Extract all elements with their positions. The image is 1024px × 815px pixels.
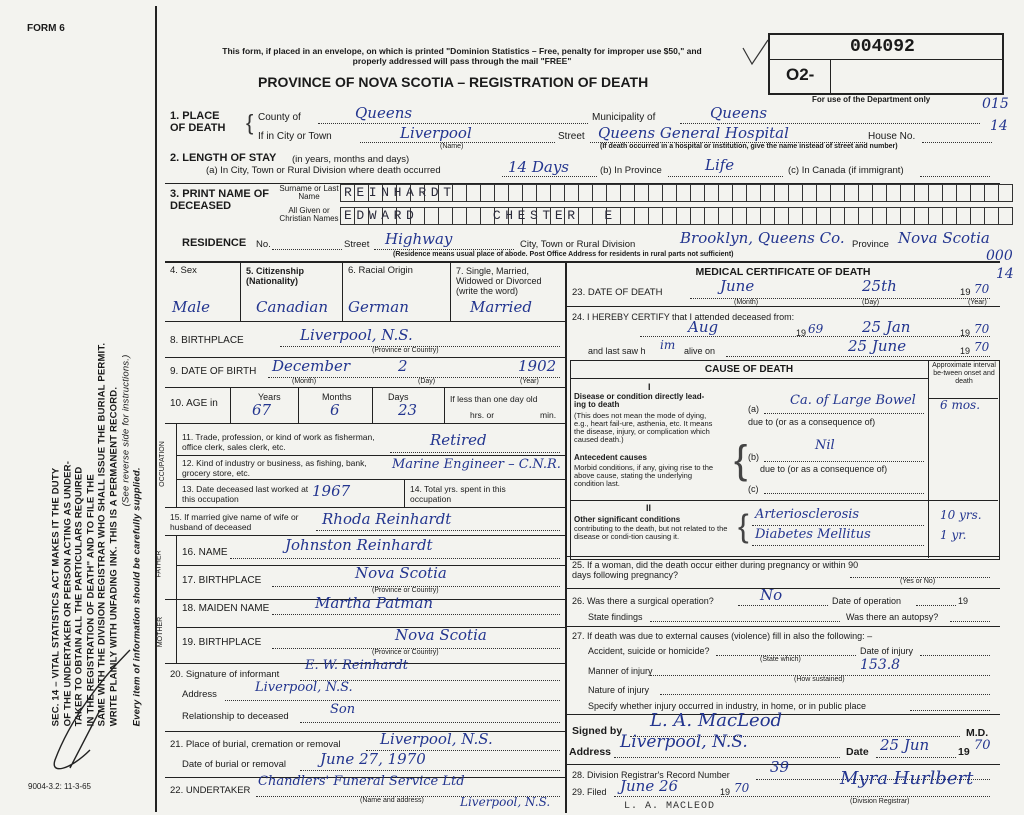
age-years-value: 67 xyxy=(252,401,272,419)
pregnancy-question: 25. If a woman, did the death occur either during pregnancy or within 90 days following pregnancy? xyxy=(572,560,859,580)
street-label: Street xyxy=(558,131,585,142)
other-1-interval: 10 yrs. xyxy=(940,508,982,522)
trade-value: Retired xyxy=(430,431,487,449)
md-label: M.D. xyxy=(966,727,989,739)
dept-code-4: 14 xyxy=(996,266,1014,282)
external-causes-label: 27. If death was due to external causes (violence) fill in also the following: – xyxy=(572,631,873,641)
maiden-name-label: 18. MAIDEN NAME xyxy=(182,603,270,614)
citizenship-value: Canadian xyxy=(256,298,329,316)
printed-physician-name: L. A. MACLEOD xyxy=(624,801,716,812)
roman-ii: II xyxy=(646,503,652,513)
death-month-note: (Month) xyxy=(734,299,759,306)
death-day: 25th xyxy=(862,277,897,295)
attended-to-year: 70 xyxy=(974,322,990,336)
nature-label: Nature of injury xyxy=(588,685,650,695)
reg-number: 004092 xyxy=(850,37,915,57)
registration-number-box xyxy=(768,33,1004,95)
attended-from-month: Aug xyxy=(688,318,719,336)
disease-note: (This does not mean the mode of dying, e.g., heart fail-ure, asthenia, etc. It means the disease, injury, or complication which caused death.) xyxy=(574,411,713,444)
residence-street-label: Street xyxy=(344,239,370,250)
father-birthplace-note: (Province or Country) xyxy=(372,587,439,594)
burial-date-value: June 27, 1970 xyxy=(320,750,426,768)
place-of-death-label: 1. PLACE OF DEATH xyxy=(170,110,226,134)
state-findings-label: State findings xyxy=(588,612,643,622)
length-of-stay-label: 2. LENGTH OF STAY xyxy=(170,152,277,164)
record-number-value: 39 xyxy=(770,758,790,776)
surgery-question: 26. Was there a surgical operation? xyxy=(572,596,714,606)
industry-value: Marine Engineer – C.N.R. xyxy=(392,457,561,472)
stay-a-label: (a) In City, Town or Rural Division where death occurred xyxy=(206,165,441,176)
birthplace-value: Liverpool, N.S. xyxy=(300,326,413,344)
city-name-note: (Name) xyxy=(440,143,464,150)
injury-date-label: Date of injury xyxy=(860,646,914,656)
stay-c-label: (c) In Canada (if immigrant) xyxy=(788,165,904,176)
residence-province-label: Province xyxy=(852,239,889,250)
given-name-label: All Given or Christian Names xyxy=(279,206,339,223)
last-saw-pronoun: im xyxy=(660,338,676,352)
last-saw-year: 70 xyxy=(974,340,990,354)
residence-no-label: No. xyxy=(256,239,271,250)
dept-use-label: For use of the Department only xyxy=(812,95,931,104)
industry-label: 12. Kind of industry or business, as fishing, bank, grocery store, etc. xyxy=(182,458,367,478)
other-condition-2: Diabetes Mellitus xyxy=(755,527,871,542)
dept-code-2: 14 xyxy=(990,118,1008,134)
specify-label: Specify whether injury occurred in industry, in home, or in public place xyxy=(588,701,866,711)
father-birthplace-value: Nova Scotia xyxy=(355,564,447,582)
stay-a-value: 14 Days xyxy=(508,158,569,176)
injury-code: 153.8 xyxy=(860,657,901,673)
racial-origin-label: 6. Racial Origin xyxy=(348,265,413,276)
last-worked-label: 13. Date deceased last worked at this occupation xyxy=(182,484,309,504)
city-value: Liverpool xyxy=(400,124,472,142)
print-name-label: 3. PRINT NAME OF DECEASED xyxy=(170,188,270,212)
county-value: Queens xyxy=(355,104,413,122)
form-code: 9004-3.2: 11-3-65 xyxy=(28,782,92,791)
mother-birthplace-value: Nova Scotia xyxy=(395,626,487,644)
registrar-note: (Division Registrar) xyxy=(850,798,910,805)
notice-text: This form, if placed in an envelope, on which is printed "Dominion Statistics – Free, penalty for improper use $50," and properly addressed will pass through the mail "FREE" xyxy=(222,46,702,66)
pen-scribble xyxy=(30,640,150,780)
cause-a-value: Ca. of Large Bowel xyxy=(790,393,916,408)
last-saw-label: and last saw h xyxy=(588,346,646,356)
dob-month-note: (Month) xyxy=(292,378,317,385)
side-line-5: SAME WITH THE DIVISION REGISTRAR WHO SHALL ISSUE THE BURIAL PERMIT. xyxy=(97,342,108,727)
dob-year: 1902 xyxy=(518,357,557,375)
reg-prefix: O2- xyxy=(786,65,815,84)
informant-address-value: Liverpool, N.S. xyxy=(255,680,353,695)
undertaker-value-2: Liverpool, N.S. xyxy=(460,795,551,809)
cert-date-value: 25 Jun xyxy=(880,736,930,754)
side-line-2: OF THE UNDERTAKER OR PERSON ACTING AS UNDER- xyxy=(62,460,74,727)
operation-date-label: Date of operation xyxy=(832,596,902,606)
maiden-name-value: Martha Patman xyxy=(315,594,434,612)
occupation-label: OCCUPATION xyxy=(158,441,166,487)
operation-year-prefix: 19 xyxy=(958,596,969,606)
manner-label: Manner of injury xyxy=(588,666,653,676)
birthplace-note: (Province or Country) xyxy=(372,347,439,354)
municipality-label: Municipality of xyxy=(592,112,656,123)
cert-year: 70 xyxy=(974,738,991,753)
age-label: 10. AGE in xyxy=(170,398,218,409)
undertaker-note: (Name and address) xyxy=(360,797,424,804)
due-to-2: due to (or as a consequence of) xyxy=(760,464,888,474)
attended-to-prefix: 19 xyxy=(960,328,971,338)
cause-title: CAUSE OF DEATH xyxy=(704,364,794,375)
antecedent-label: Antecedent causes xyxy=(574,453,647,462)
spouse-label: 15. If married give name of wife or husband of deceased xyxy=(170,512,299,532)
side-line-1: SEC. 14 – VITAL STATISTICS ACT MAKES IT THE DUTY xyxy=(50,467,62,727)
relationship-label: Relationship to deceased xyxy=(182,711,289,722)
surgery-value: No xyxy=(760,586,783,604)
dob-day-note: (Day) xyxy=(418,378,436,385)
total-years-label: 14. Total yrs. spent in this occupation xyxy=(410,484,506,504)
surname-value: REINHARDT xyxy=(344,185,456,200)
house-label: House No. xyxy=(868,131,916,142)
father-name-value: Johnston Reinhardt xyxy=(285,536,433,554)
death-day-note: (Day) xyxy=(862,299,880,306)
interval-title: Approximate interval be-tween onset and death xyxy=(932,362,996,385)
medical-title: MEDICAL CERTIFICATE OF DEATH xyxy=(695,266,871,278)
last-saw-date: 25 June xyxy=(848,337,907,355)
min-label: min. xyxy=(540,410,557,420)
side-line-3: TAKER TO OBTAIN ALL THE PARTICULARS REQUIRED xyxy=(73,466,85,727)
relationship-value: Son xyxy=(330,702,356,717)
autopsy-label: Was there an autopsy? xyxy=(846,612,939,622)
other-2-interval: 1 yr. xyxy=(940,528,967,542)
city-label: If in City or Town xyxy=(258,131,332,142)
dept-code-3: 000 xyxy=(986,248,1013,264)
age-months-value: 6 xyxy=(330,401,340,419)
accident-label: Accident, suicide or homicide? xyxy=(588,646,710,656)
informant-signature: E. W. Reinhardt xyxy=(305,658,409,673)
other-conditions-label: Other significant conditions xyxy=(574,515,681,524)
how-sustained-note: (How sustained) xyxy=(794,676,845,683)
disease-label: Disease or condition directly lead-ing to death xyxy=(574,392,705,409)
informant-address-label: Address xyxy=(182,689,217,700)
dob-year-note: (Year) xyxy=(520,378,539,385)
father-birthplace-label: 17. BIRTHPLACE xyxy=(182,575,262,586)
marital-status-value: Married xyxy=(470,298,532,316)
hospital-note: (If death occurred in a hospital or institution, give the name instead of street and number) xyxy=(600,143,898,150)
registrar-signature: Myra Hurlbert xyxy=(840,768,974,789)
informant-label: 20. Signature of informant xyxy=(170,669,280,680)
side-line-6: WRITE PLAINLY WITH UNFADING INK. THIS IS A PERMANENT RECORD. xyxy=(108,386,120,727)
filed-year: 70 xyxy=(734,781,750,795)
surname-label: Surname or Last Name xyxy=(279,184,339,201)
dept-code-1: 015 xyxy=(982,96,1009,112)
father-label: FATHER xyxy=(155,550,163,578)
county-label: County of xyxy=(258,112,301,123)
municipality-value: Queens xyxy=(710,104,768,122)
racial-origin-value: German xyxy=(348,298,409,316)
filed-year-prefix: 19 xyxy=(720,787,731,797)
sex-label: 4. Sex xyxy=(170,265,197,276)
dob-day: 2 xyxy=(398,357,408,375)
side-line-7: (See reverse side for instructions.) xyxy=(120,354,132,507)
residence-city-label: City, Town or Rural Division xyxy=(520,239,636,250)
filed-label: 29. Filed xyxy=(572,787,607,797)
side-line-4: IN THE REGISTRATION OF DEATH" AND TO FILE THE xyxy=(85,474,97,727)
page-title: PROVINCE OF NOVA SCOTIA – REGISTRATION OF DEATH xyxy=(258,74,649,90)
cause-a-interval: 6 mos. xyxy=(940,398,981,412)
cert-date-label: Date xyxy=(846,746,869,758)
dob-month: December xyxy=(272,357,351,375)
attended-to: 25 Jan xyxy=(862,318,911,336)
cause-a-label: (a) xyxy=(748,404,759,414)
age-days-label: Days xyxy=(388,392,409,402)
other-condition-1: Arteriosclerosis xyxy=(755,507,860,522)
physician-signature: L. A. MacLeod xyxy=(650,710,783,731)
physician-address-label: Address xyxy=(569,746,612,758)
last-saw-prefix: 19 xyxy=(960,346,971,356)
undertaker-value: Chandlers' Funeral Service Ltd xyxy=(258,774,465,789)
age-years-label: Years xyxy=(258,392,281,402)
yes-no-note: (Yes or No) xyxy=(900,578,936,585)
spouse-value: Rhoda Reinhardt xyxy=(322,510,452,528)
burial-place-value: Liverpool, N.S. xyxy=(380,730,493,748)
residence-note: (Residence means usual place of abode. Post Office Address for residents in rural parts not sufficient) xyxy=(393,251,734,258)
mother-birthplace-label: 19. BIRTHPLACE xyxy=(182,637,262,648)
mother-label: MOTHER xyxy=(157,616,165,648)
age-months-label: Months xyxy=(322,392,352,402)
state-which-note: (State which) xyxy=(760,656,801,663)
citizenship-label: 5. Citizenship (Nationality) xyxy=(246,266,305,286)
date-of-death-label: 23. DATE OF DEATH xyxy=(572,287,663,298)
antecedent-note: Morbid conditions, if any, giving rise to the above cause, stating the underlying condition last. xyxy=(574,463,714,488)
record-number-label: 28. Division Registrar's Record Number xyxy=(572,770,730,780)
street-value: Queens General Hospital xyxy=(598,124,789,142)
signed-by-label: Signed by xyxy=(572,725,623,737)
side-line-8: Every item of information should be carefully supplied. xyxy=(131,467,143,727)
trade-label: 11. Trade, profession, or kind of work as fisherman, office clerk, sales clerk, etc. xyxy=(182,432,375,452)
other-conditions-note: contributing to the death, but not related to the disease or condi-tion causing it. xyxy=(574,524,728,541)
certify-label: 24. I HEREBY CERTIFY that I attended deceased from: xyxy=(572,312,795,322)
death-month: June xyxy=(720,277,755,295)
last-saw-rest: alive on xyxy=(684,346,716,356)
roman-i: I xyxy=(648,382,651,392)
residence-province-value: Nova Scotia xyxy=(898,229,990,247)
attended-from-prefix: 19 xyxy=(796,328,807,338)
dob-label: 9. DATE OF BIRTH xyxy=(170,366,257,377)
death-year-prefix: 19 xyxy=(960,287,971,298)
physician-address-value: Liverpool, N.S. xyxy=(620,732,748,752)
death-year-note: (Year) xyxy=(968,299,987,306)
last-worked-value: 1967 xyxy=(312,482,351,500)
cause-b-value: Nil xyxy=(815,438,835,453)
filed-date: June 26 xyxy=(620,777,679,795)
check-mark xyxy=(740,38,770,68)
residence-street-value: Highway xyxy=(385,230,453,248)
stay-b-value: Life xyxy=(705,156,735,174)
residence-label: RESIDENCE xyxy=(182,237,247,249)
cert-year-prefix: 19 xyxy=(958,746,970,758)
death-year: 70 xyxy=(974,282,990,296)
birthplace-label: 8. BIRTHPLACE xyxy=(170,335,244,346)
cause-b-label: (b) xyxy=(748,452,759,462)
given-name-value: EDWARD CHESTER E xyxy=(344,208,617,223)
father-name-label: 16. NAME xyxy=(182,547,228,558)
cause-c-label: (c) xyxy=(748,484,759,494)
marital-status-label: 7. Single, Married, Widowed or Divorced (write the word) xyxy=(456,266,542,296)
attended-from-year: 69 xyxy=(808,322,824,336)
residence-city-value: Brooklyn, Queens Co. xyxy=(680,229,845,247)
undertaker-label: 22. UNDERTAKER xyxy=(170,785,251,796)
length-sub-label: (in years, months and days) xyxy=(292,154,410,165)
hrs-label: hrs. or xyxy=(470,410,495,420)
due-to-1: due to (or as a consequence of) xyxy=(748,417,876,427)
stay-b-label: (b) In Province xyxy=(600,165,662,176)
form-label: FORM 6 xyxy=(27,23,65,34)
mother-birthplace-note: (Province or Country) xyxy=(372,649,439,656)
burial-place-label: 21. Place of burial, cremation or removal xyxy=(170,739,341,750)
burial-date-label: Date of burial or removal xyxy=(182,759,287,770)
age-days-value: 23 xyxy=(398,401,418,419)
sex-value: Male xyxy=(172,298,210,316)
less-than-day-label: If less than one day old xyxy=(450,394,538,404)
